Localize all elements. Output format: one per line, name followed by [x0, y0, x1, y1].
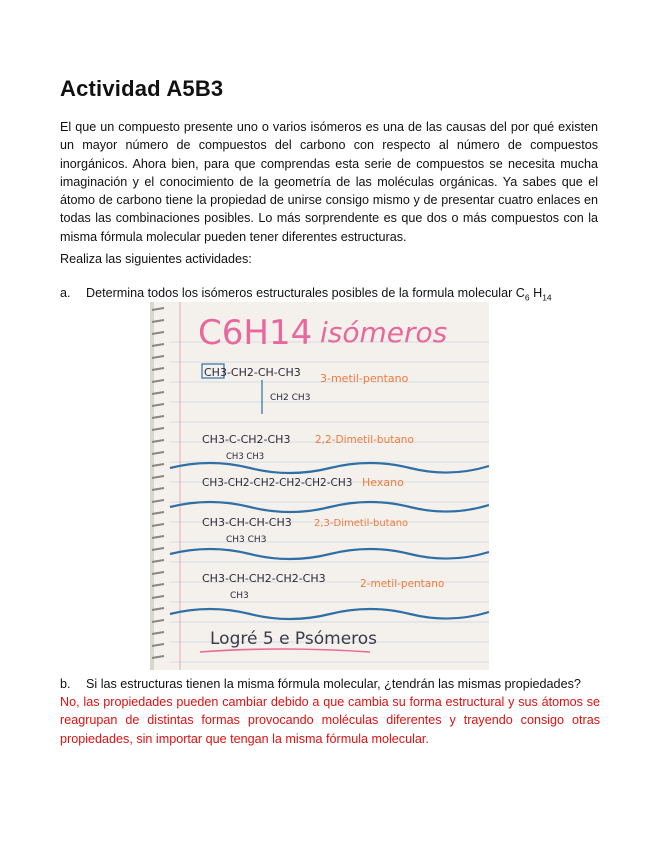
question-a-sub-14: 14	[542, 292, 552, 303]
isomer-2-branch: CH3 CH3	[226, 452, 265, 462]
question-a-text: Determina todos los isómeros estructurales posibles de la formula molecular C	[86, 286, 525, 300]
isomer-5-formula: CH3-CH-CH2-CH2-CH3	[202, 572, 326, 585]
isomer-3-name: Hexano	[362, 476, 404, 489]
isomer-4-formula: CH3-CH-CH-CH3	[202, 516, 292, 529]
heading-word: isómeros	[320, 316, 448, 349]
question-b	[60, 675, 602, 693]
isomer-4-name: 2,3-Dimetil-butano	[314, 518, 409, 529]
isomer-2-name: 2,2-Dimetil-butano	[315, 434, 414, 446]
question-a-mid: H	[529, 286, 543, 300]
page-title: Actividad A5B3	[60, 76, 224, 101]
question-a-label: a.	[60, 286, 71, 300]
answer-b: No, las propiedades pueden cambiar debido a que cambia su forma estructural y sus átomos se reagrupan de distintas formas provocando moléculas diferentes y trayendo consigo otras propiedades, sin importar que tengan la misma fórmula molecular.	[60, 695, 600, 746]
question-b-label: b.	[60, 677, 71, 691]
isomer-1-name: 3-metil-pentano	[320, 372, 409, 385]
question-a-sub-6: 6	[524, 292, 530, 303]
intro-paragraph: El que un compuesto presente uno o varios isómeros es una de las causas del por qué existen un mayor número de compuestos del carbono con respecto al número de compuestos inorgánicos. Ahora bien, para que comprendas esta serie de compuestos se necesita mucha imaginación y el conocimiento de la geometría de las moléculas orgánicas. Ya sabes que el átomo de carbono tiene la propiedad de unirse consigo mismo y de presentar cuatro enlaces en todas las combinaciones posibles. Lo más sorprendente es que dos o más compuestos con la misma fórmula molecular pueden tener diferentes estructuras.	[60, 120, 598, 244]
conclusion-text: Logré 5 e Psómeros	[210, 629, 378, 649]
instructions-text: Realiza las siguientes actividades:	[60, 252, 252, 266]
isomer-1-branch: CH2 CH3	[270, 393, 311, 403]
isomer-5-branch: CH3	[230, 591, 249, 601]
heading-formula: C6H14	[198, 313, 313, 353]
isomer-3-formula: CH3-CH2-CH2-CH2-CH2-CH3	[202, 477, 353, 489]
question-b-text: Si las estructuras tienen la misma fórmula molecular, ¿tendrán las mismas propiedades?	[86, 677, 581, 691]
notebook-photo	[150, 302, 489, 670]
notebook-illustration	[150, 302, 489, 670]
isomer-5-name: 2-metil-pentano	[360, 578, 445, 590]
isomer-1-formula: CH3-CH2-CH-CH3	[204, 366, 301, 379]
isomer-2-formula: CH3-C-CH2-CH3	[202, 433, 291, 446]
isomer-4-branch: CH3 CH3	[226, 535, 267, 545]
